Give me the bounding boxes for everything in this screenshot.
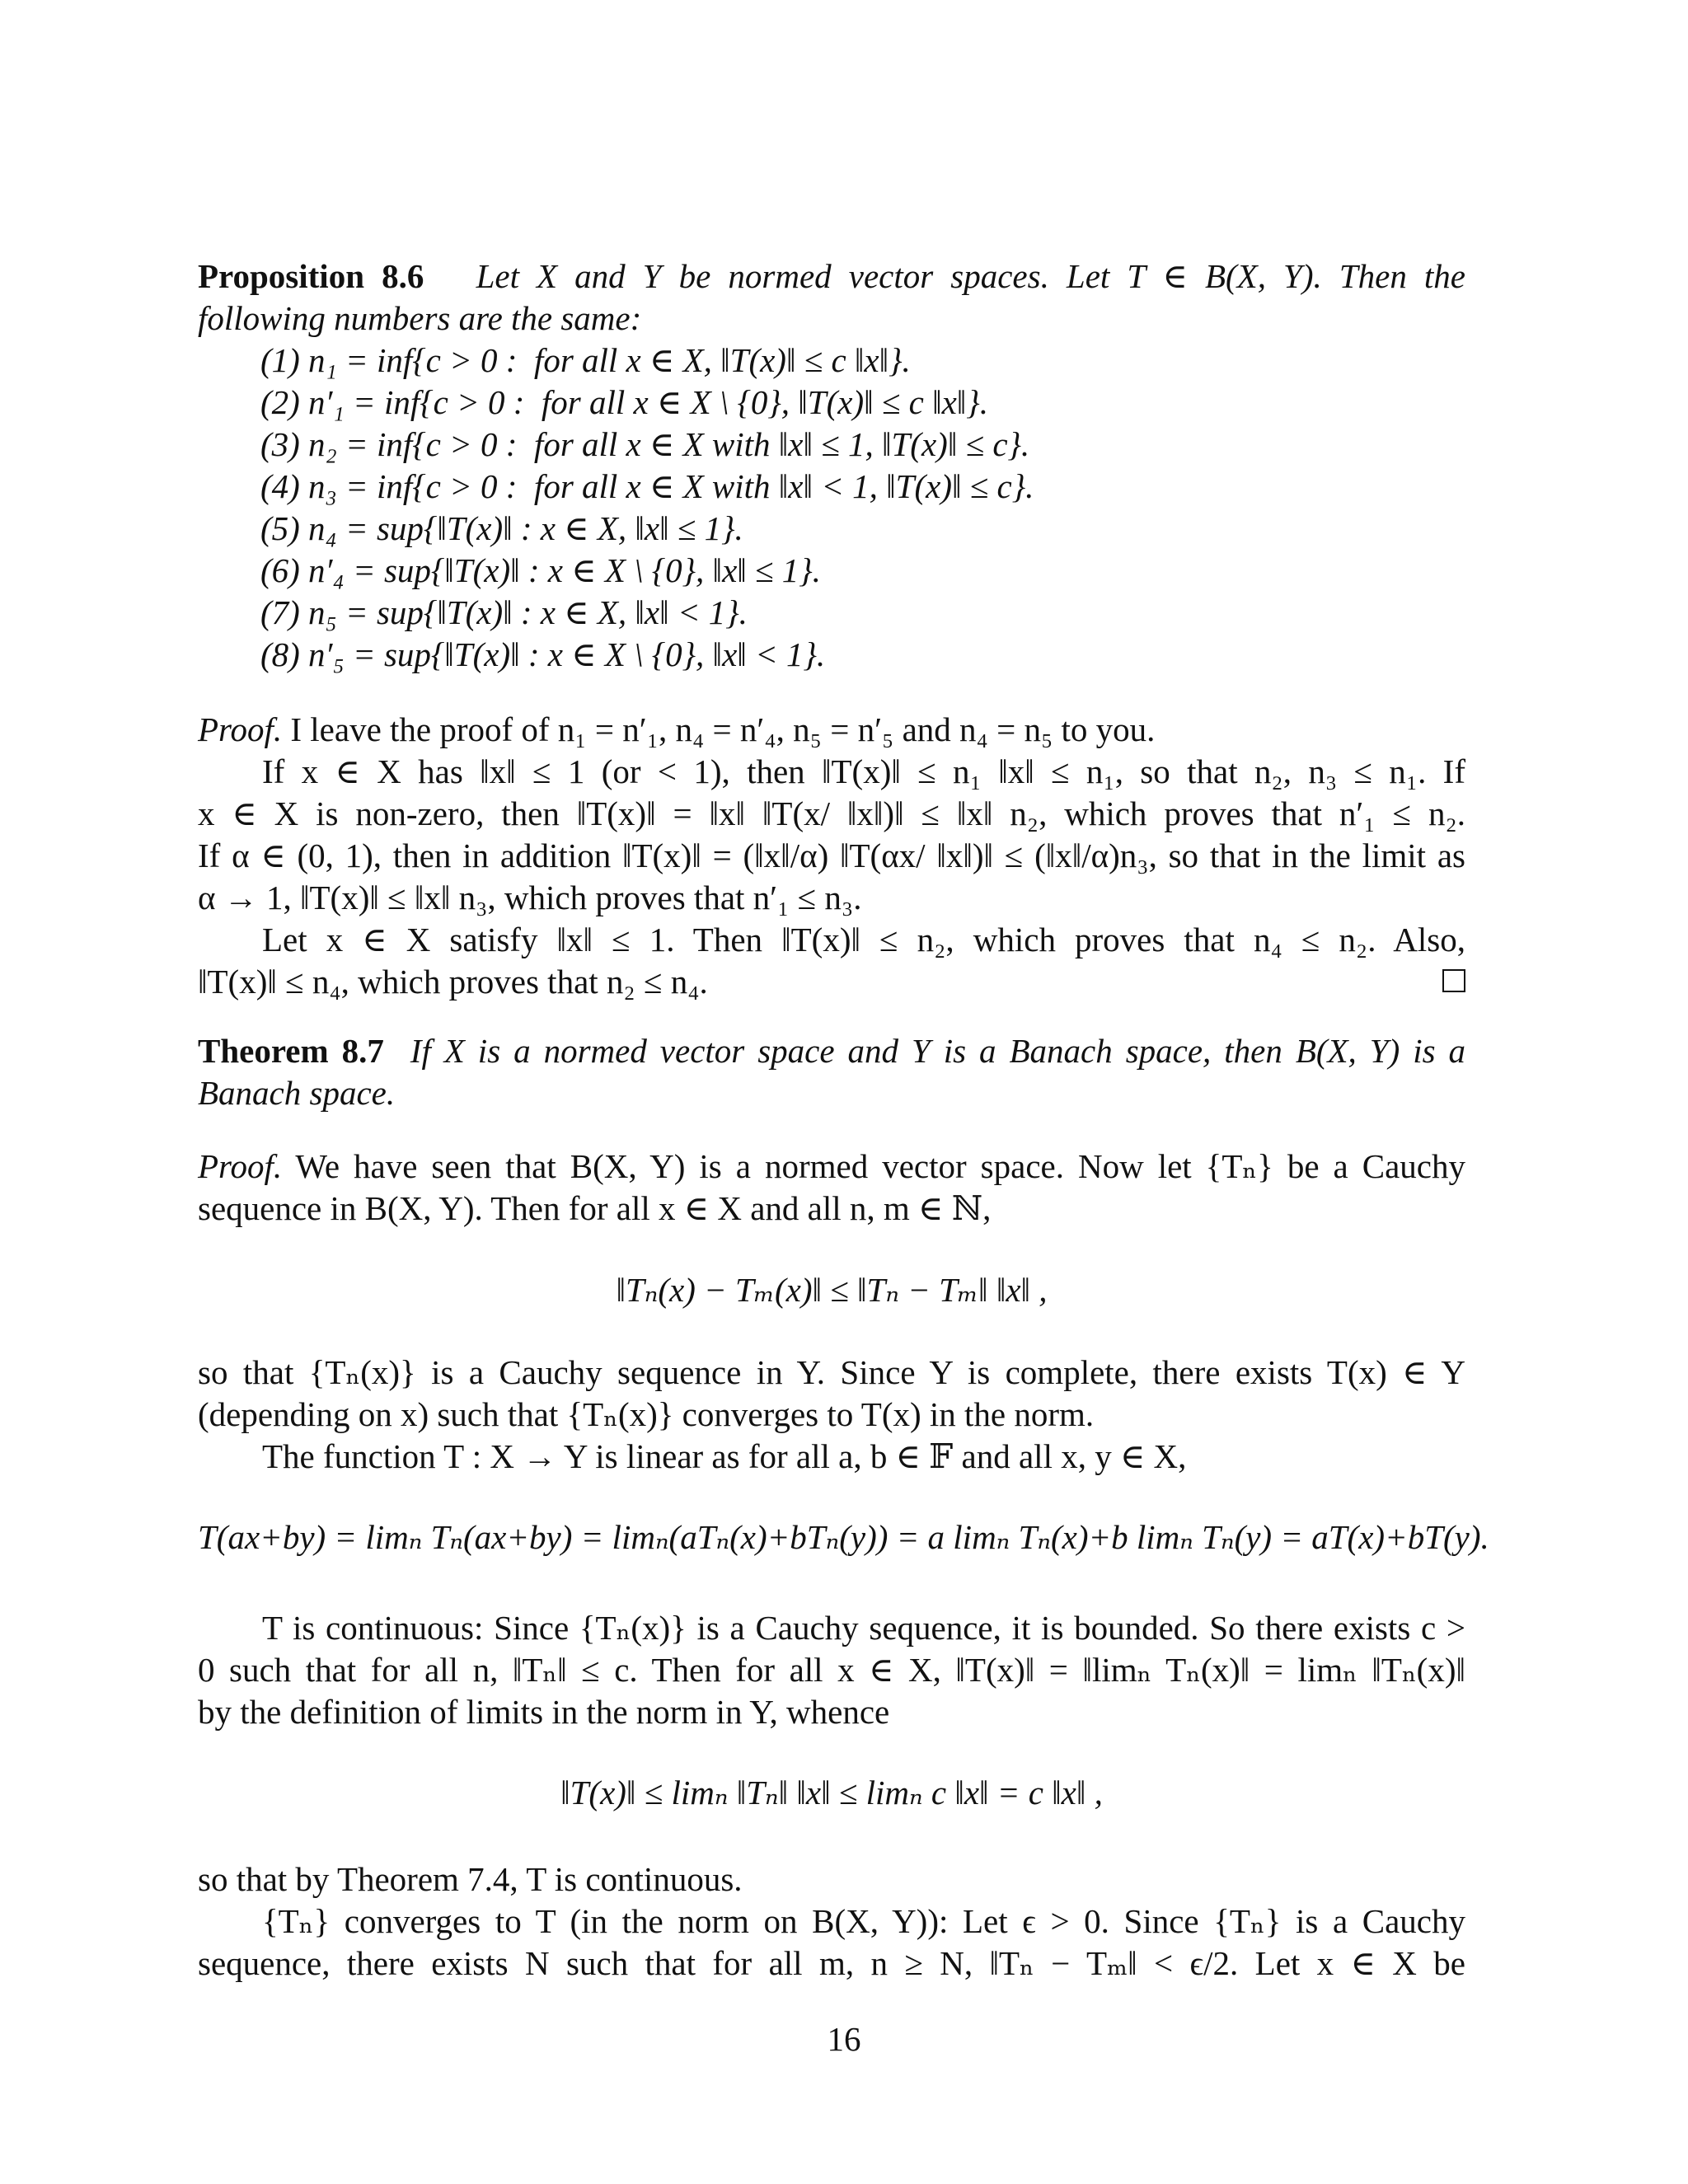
proposition-line-2: following numbers are the same: [198,299,642,337]
proposition-item: (6) n′₄ = sup{‖T(x)‖ : x ∈ X \ {0}, ‖x‖ ≤ 1}. [260,551,821,589]
proof-line: Proof. We have seen that B(X, Y) is a normed vector space. Now let {Tₙ} be a Cauchy [198,1147,1465,1185]
proof-line: Let x ∈ X satisfy ‖x‖ ≤ 1. Then ‖T(x)‖ ≤ n₂, which proves that n₄ ≤ n₂. Also, [262,921,1465,958]
proposition-item: (8) n′₅ = sup{‖T(x)‖ : x ∈ X \ {0}, ‖x‖ < 1}. [260,635,826,673]
proof-8-7-cont [198,1352,1465,1478]
proof-8-6 [198,709,1465,1003]
proof-line: If x ∈ X has ‖x‖ ≤ 1 (or < 1), then ‖T(x)‖ ≤ n₁ ‖x‖ ≤ n₁, so that n₂, n₃ ≤ n₁. If [262,752,1465,790]
theorem-line-1: Theorem 8.7 If X is a normed vector space and Y is a Banach space, then B(X, Y) is a [198,1032,1465,1070]
proof-line: If α ∈ (0, 1), then in addition ‖T(x)‖ = (‖x‖/α) ‖T(αx/ ‖x‖)‖ ≤ (‖x‖/α)n₃, so that in the limit as [198,837,1465,874]
proof-8-7-continuity [198,1607,1465,1733]
proposition-item: (4) n₃ = inf{c > 0 : for all x ∈ X with ‖x‖ < 1, ‖T(x)‖ ≤ c}. [260,467,1034,505]
proposition-item: (7) n₅ = sup{‖T(x)‖ : x ∈ X, ‖x‖ < 1}. [260,593,748,631]
proposition-8-6 [198,255,1465,676]
qed-square-icon [1442,969,1465,992]
proof-line: 0 such that for all n, ‖Tₙ‖ ≤ c. Then for all x ∈ X, ‖T(x)‖ = ‖limₙ Tₙ(x)‖ = limₙ ‖Tₙ(x)‖ [198,1651,1465,1689]
equation-3: ‖T(x)‖ ≤ limₙ ‖Tₙ‖ ‖x‖ ≤ limₙ c ‖x‖ = c ‖x‖ , [560,1774,1103,1811]
proposition-label: Proposition 8.6 [198,257,424,295]
proof-line: x ∈ X is non-zero, then ‖T(x)‖ = ‖x‖ ‖T(x/ ‖x‖)‖ ≤ ‖x‖ n₂, which proves that n′₁ ≤ n₂. [198,794,1465,832]
proof-label: Proof. [198,710,283,748]
proof-line: so that {Tₙ(x)} is a Cauchy sequence in Y. Since Y is complete, there exists T(x) ∈ Y [198,1353,1465,1391]
proof-8-7-end [198,1858,1465,1985]
proof-line: (depending on x) such that {Tₙ(x)} converges to T(x) in the norm. [198,1395,1095,1433]
proposition-item: (2) n′₁ = inf{c > 0 : for all x ∈ X \ {0}, ‖T(x)‖ ≤ c ‖x‖}. [260,383,988,421]
proposition-item: (5) n₄ = sup{‖T(x)‖ : x ∈ X, ‖x‖ ≤ 1}. [260,509,743,547]
proof-line: T is continuous: Since {Tₙ(x)} is a Cauchy sequence, it is bounded. So there exists c > [262,1609,1465,1647]
proof-line: α → 1, ‖T(x)‖ ≤ ‖x‖ n₃, which proves that n′₁ ≤ n₃. [198,879,862,916]
theorem-label: Theorem 8.7 [198,1032,384,1070]
page-number: 16 [827,2020,861,2058]
proof-line: sequence in B(X, Y). Then for all x ∈ X and all n, m ∈ ℕ, [198,1189,992,1227]
proof-8-7 [198,1146,1465,1230]
proposition-item: (3) n₂ = inf{c > 0 : for all x ∈ X with ‖x‖ ≤ 1, ‖T(x)‖ ≤ c}. [260,425,1030,463]
proof-label: Proof. [198,1147,283,1185]
proof-line: Proof. I leave the proof of n₁ = n′₁, n₄ = n′₄, n₅ = n′₅ and n₄ = n₅ to you. [198,710,1156,748]
proposition-line-1: Proposition 8.6 Let X and Y be normed vector spaces. Let T ∈ B(X, Y). Then the [198,257,1465,295]
equation-2: T(ax+by) = limₙ Tₙ(ax+by) = limₙ(aTₙ(x)+bTₙ(y)) = a limₙ Tₙ(x)+b limₙ Tₙ(y) = aT(x)+bT(y). [198,1518,1489,1556]
proof-line: sequence, there exists N such that for all m, n ≥ N, ‖Tₙ − Tₘ‖ < ϵ/2. Let x ∈ X be [198,1944,1465,1982]
proof-line: by the definition of limits in the norm in Y, whence [198,1693,890,1731]
theorem-line-2: Banach space. [198,1074,396,1112]
theorem-8-7 [198,1030,1465,1114]
proof-line: so that by Theorem 7.4, T is continuous. [198,1860,743,1898]
proof-line: The function T : X → Y is linear as for all a, b ∈ 𝔽 and all x, y ∈ X, [262,1437,1187,1475]
proof-line: {Tₙ} converges to T (in the norm on B(X, Y)): Let ϵ > 0. Since {Tₙ} is a Cauchy [262,1902,1465,1940]
proof-line: ‖T(x)‖ ≤ n₄, which proves that n₂ ≤ n₄. [198,961,1465,1003]
equation-1: ‖Tₙ(x) − Tₘ(x)‖ ≤ ‖Tₙ − Tₘ‖ ‖x‖ , [616,1271,1048,1309]
proposition-item: (1) n₁ = inf{c > 0 : for all x ∈ X, ‖T(x)‖ ≤ c ‖x‖}. [260,341,911,379]
